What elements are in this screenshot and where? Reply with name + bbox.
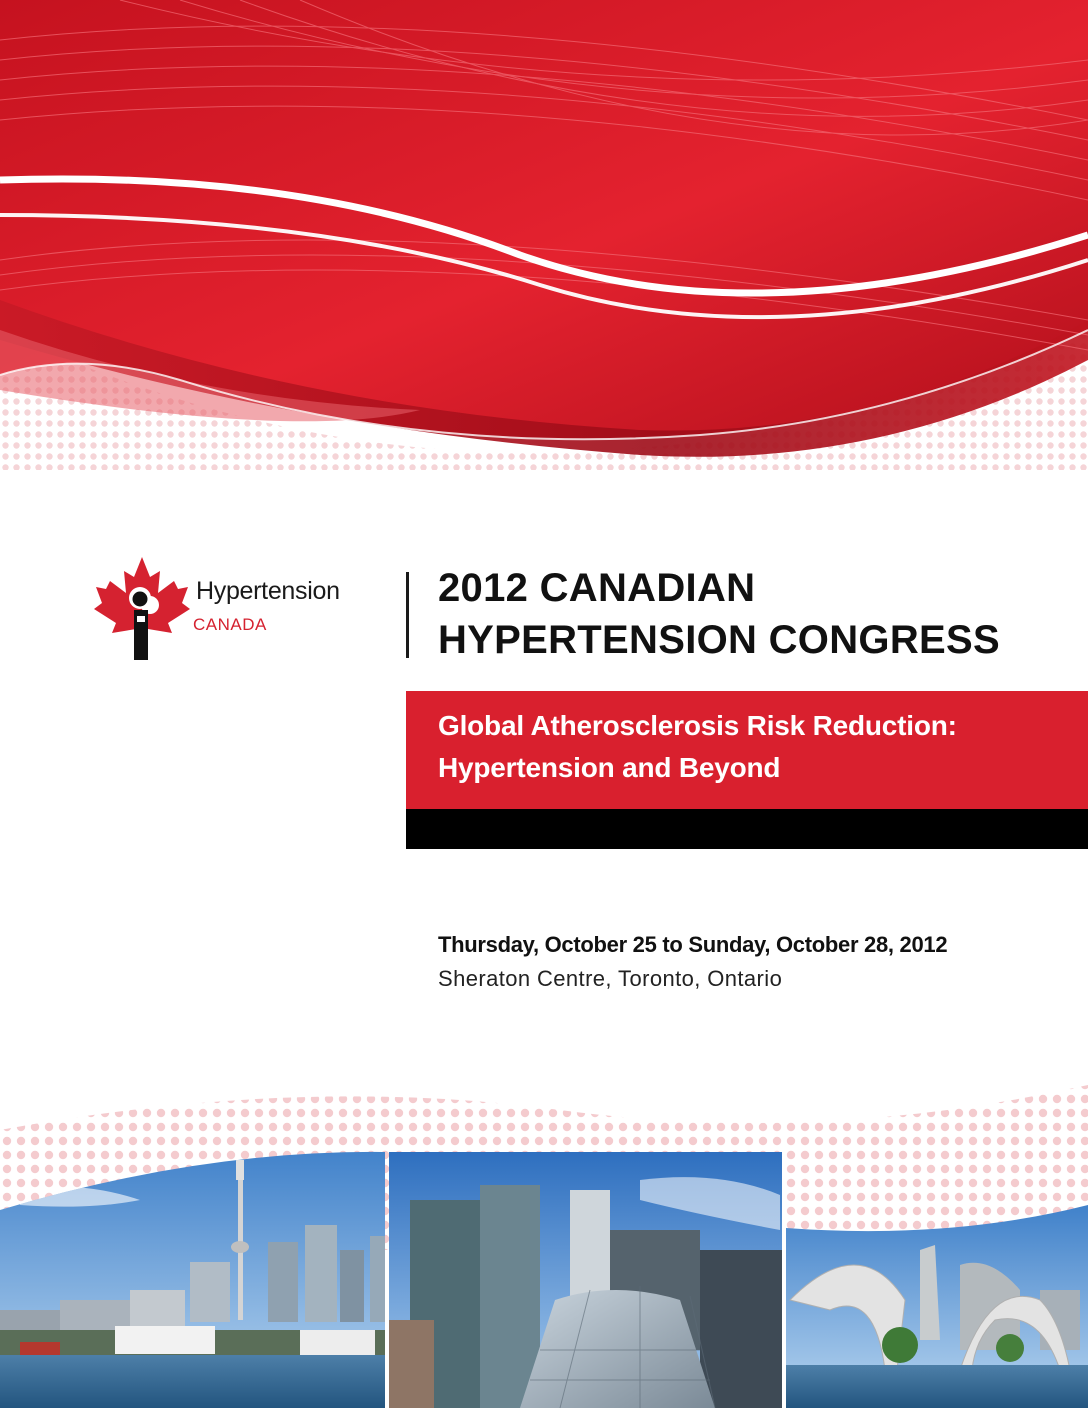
logo-subtitle: CANADA: [193, 615, 267, 634]
subtitle-line-1: Global Atherosclerosis Risk Reduction:: [438, 710, 957, 741]
title-line-2: HYPERTENSION CONGRESS: [438, 618, 1000, 662]
subtitle-line-2: Hypertension and Beyond: [438, 752, 781, 783]
logo-wordmark: Hypertension: [196, 577, 340, 605]
city-hall-arches-photo: [786, 1200, 1088, 1408]
waterfront-photo: [0, 1140, 385, 1408]
event-venue: Sheraton Centre, Toronto, Ontario: [438, 966, 783, 991]
title-line-1: 2012 CANADIAN: [438, 566, 756, 610]
event-date: Thursday, October 25 to Sunday, October 28, 2012: [438, 932, 948, 957]
concert-hall-photo: [389, 1152, 782, 1408]
